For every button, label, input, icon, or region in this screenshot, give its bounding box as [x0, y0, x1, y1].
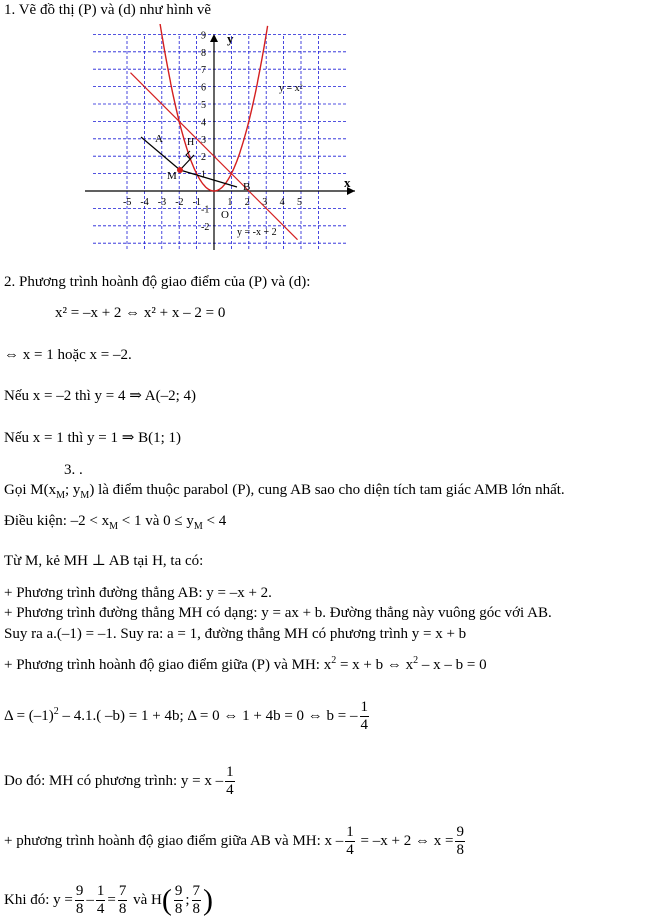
fraction-nine-eighths: $\frac{9}{8}$ — [174, 883, 183, 918]
part3-line-9: Do đó: MH có phương trình: y = x – $\frac{1}{4}$ — [4, 764, 234, 799]
label-m: M — [167, 170, 177, 182]
part3-line-11: Khi đó: y = $\frac{9}{8}$ – $\frac{1}{4}$ = $\frac{7}{8}$ và H( $\frac{9}{8}$ ; $\frac{7}{8}$ ) — [4, 883, 214, 918]
label-h: H — [187, 137, 195, 148]
fraction-one-quarter: $\frac{1}{4}$ — [96, 883, 105, 918]
label-b: B — [243, 181, 251, 193]
fraction-one-quarter: $\frac{1}{4}$ — [226, 764, 234, 799]
y-axis-label: y — [227, 31, 234, 46]
part3-line-2: Điều kiện: $-2 < x_M < 1$ và $0 \le y_M < 4$ — [4, 513, 227, 532]
x-tick-label: 3 — [262, 197, 268, 208]
y-tick-label: 4 — [201, 117, 206, 129]
y-tick-label: 6 — [201, 82, 206, 94]
part1-title: 1. Vẽ đồ thị (P) và (d) như hình vẽ — [4, 2, 211, 18]
graph — [85, 24, 355, 254]
part3-line-4: + Phương trình đường thẳng AB: y = –x + 2. — [4, 585, 272, 601]
ticks — [123, 30, 302, 232]
parabola-label: y = x² — [279, 83, 303, 94]
x-tick-label: 1 — [227, 197, 233, 208]
label-origin: O — [221, 209, 229, 221]
fraction-one-quarter: $\frac{1}{4}$ — [360, 699, 369, 734]
y-tick-label: 5 — [201, 100, 206, 111]
x-tick-label: 5 — [297, 197, 302, 208]
fraction-nine-eighths: $\frac{9}{8}$ — [456, 824, 464, 859]
part3-line-10: + phương trình hoành độ giao điểm giữa AB và MH: x – $\frac{1}{4}$ = –x + 2 ⇔ x = $\frac{9}{8}$ — [4, 824, 464, 859]
point-m-dot — [177, 167, 183, 173]
y-axis-arrow — [210, 34, 218, 42]
fraction-one-quarter: $\frac{1}{4}$ — [346, 824, 354, 859]
part2-title: 2. Phương trình hoành độ giao điểm của (P) và (d): — [4, 274, 311, 290]
y-tick-label: 7 — [201, 65, 206, 77]
y-tick-label: 1 — [201, 169, 206, 181]
y-tick-label: 8 — [201, 47, 206, 59]
y-tick-label: -1 — [201, 204, 210, 216]
x-tick-label: 2 — [244, 197, 250, 208]
y-tick-label: 9 — [201, 30, 206, 42]
fraction-nine-eighths: $\frac{9}{8}$ — [75, 883, 84, 918]
part3-line-7: + Phương trình hoành độ giao điểm giữa (P) và MH: $x^2 = x + b$ ⇔ $x^2 - x - b = 0$ — [4, 655, 487, 673]
equation-4: Nếu x = 1 thì y = 1 ⇒ B(1; 1) — [4, 430, 181, 446]
fraction-seven-eighths: $\frac{7}{8}$ — [118, 883, 127, 918]
x-tick-label: 4 — [279, 197, 285, 208]
part3-line-3: Từ M, kẻ MH ⊥ AB tại H, ta có: — [4, 553, 204, 569]
part3-line-8: $\Delta = (-1)^2 - 4.1$.( –b) = 1 + 4b; Δ = 0 ⇔ 1 + 4b = 0 ⇔ b = – $\frac{1}{4}$ — [4, 699, 369, 734]
y-tick-label: 2 — [201, 152, 206, 164]
x-tick-label: -2 — [175, 197, 184, 208]
part3-line-1: Gọi $M(x_M$; $y_M$) là điểm thuộc parabol (P), cung AB sao cho diện tích tam giác AMB lớn nhất. — [4, 482, 565, 501]
grid — [93, 34, 347, 250]
x-axis-label: x — [344, 175, 351, 190]
part3-title: 3. . — [64, 462, 83, 478]
x-tick-label: -4 — [140, 197, 149, 208]
equation-2: ⇔ x = 1 hoặc x = –2. — [4, 347, 132, 363]
label-a: A — [155, 133, 163, 145]
line-label: y = -x + 2 — [237, 227, 277, 238]
equation-1: x² = –x + 2 ⇔ x² + x – 2 = 0 — [55, 305, 226, 321]
x-tick-label: -3 — [157, 197, 167, 208]
x-tick-label: -1 — [192, 197, 201, 208]
fraction-seven-eighths: $\frac{7}{8}$ — [192, 883, 201, 918]
part3-line-6: Suy ra a.(–1) = –1. Suy ra: a = 1, đường thẳng MH có phương trình y = x + b — [4, 626, 467, 642]
x-tick-label: -5 — [123, 197, 132, 208]
y-tick-label: 3 — [201, 134, 206, 146]
part3-line-5: + Phương trình đường thẳng MH có dạng: y = ax + b. Đường thẳng này vuông góc với AB. — [4, 605, 552, 621]
equation-3: Nếu x = –2 thì y = 4 ⇒ A(–2; 4) — [4, 388, 196, 404]
y-tick-label: -2 — [201, 221, 210, 233]
